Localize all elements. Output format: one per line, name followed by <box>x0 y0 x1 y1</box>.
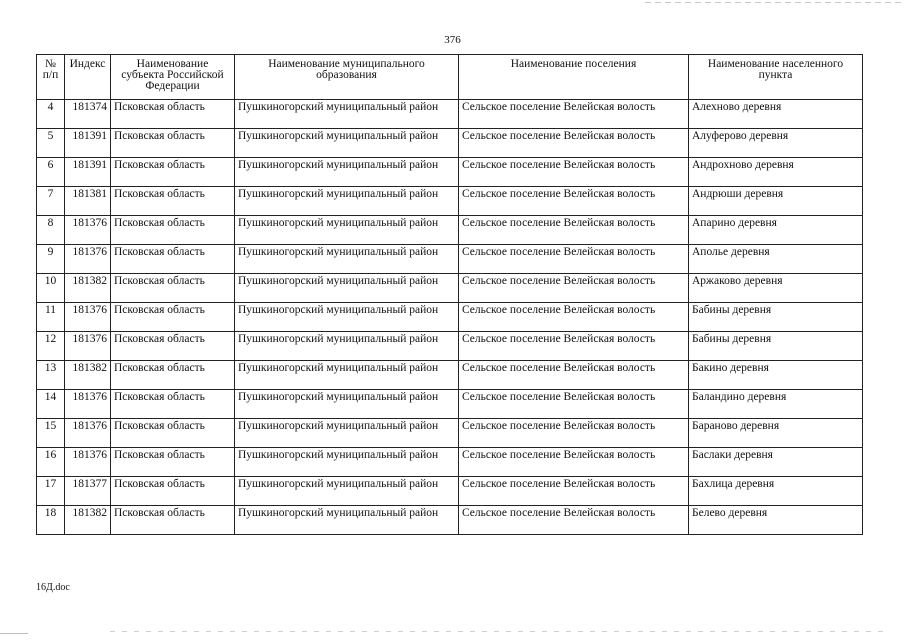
cell-locality: Баландино деревня <box>689 390 863 419</box>
cell-subject: Псковская область <box>111 245 235 274</box>
table-row <box>37 419 863 448</box>
cell-municipality: Пушкиногорский муниципальный район <box>235 419 459 448</box>
cell-settlement: Сельское поселение Велейская волость <box>459 274 689 303</box>
cell-subject: Псковская область <box>111 332 235 361</box>
cell-num: 15 <box>37 419 65 448</box>
cell-municipality: Пушкиногорский муниципальный район <box>235 332 459 361</box>
table-row <box>37 216 863 245</box>
cell-settlement: Сельское поселение Велейская волость <box>459 419 689 448</box>
header-row <box>37 55 863 100</box>
cell-locality: Алехново деревня <box>689 100 863 129</box>
cell-num: 16 <box>37 448 65 477</box>
table-row <box>37 274 863 303</box>
cell-subject: Псковская область <box>111 477 235 506</box>
cell-subject: Псковская область <box>111 274 235 303</box>
cell-municipality: Пушкиногорский муниципальный район <box>235 158 459 187</box>
cell-subject: Псковская область <box>111 506 235 535</box>
table-row <box>37 129 863 158</box>
cell-subject: Псковская область <box>111 390 235 419</box>
cell-index: 181376 <box>65 390 111 419</box>
scan-artifact-bottom <box>110 631 890 632</box>
cell-subject: Псковская область <box>111 158 235 187</box>
cell-settlement: Сельское поселение Велейская волость <box>459 245 689 274</box>
cell-locality: Бакино деревня <box>689 361 863 390</box>
cell-settlement: Сельское поселение Велейская волость <box>459 361 689 390</box>
cell-settlement: Сельское поселение Велейская волость <box>459 100 689 129</box>
table-row <box>37 477 863 506</box>
cell-index: 181376 <box>65 332 111 361</box>
cell-index: 181381 <box>65 187 111 216</box>
cell-index: 181376 <box>65 303 111 332</box>
cell-settlement: Сельское поселение Велейская волость <box>459 506 689 535</box>
cell-locality: Бабины деревня <box>689 303 863 332</box>
cell-locality: Аполье деревня <box>689 245 863 274</box>
cell-municipality: Пушкиногорский муниципальный район <box>235 506 459 535</box>
cell-num: 7 <box>37 187 65 216</box>
registry-table <box>36 54 863 535</box>
table-row <box>37 303 863 332</box>
page-number: 376 <box>444 34 461 46</box>
cell-index: 181377 <box>65 477 111 506</box>
cell-settlement: Сельское поселение Велейская волость <box>459 216 689 245</box>
cell-settlement: Сельское поселение Велейская волость <box>459 390 689 419</box>
cell-locality: Апарино деревня <box>689 216 863 245</box>
table-row <box>37 100 863 129</box>
cell-subject: Псковская область <box>111 448 235 477</box>
cell-municipality: Пушкиногорский муниципальный район <box>235 477 459 506</box>
cell-index: 181376 <box>65 216 111 245</box>
cell-settlement: Сельское поселение Велейская волость <box>459 158 689 187</box>
cell-index: 181376 <box>65 245 111 274</box>
table-row <box>37 332 863 361</box>
cell-locality: Аржаково деревня <box>689 274 863 303</box>
cell-municipality: Пушкиногорский муниципальный район <box>235 100 459 129</box>
header-num: № п/п <box>37 55 65 100</box>
cell-num: 5 <box>37 129 65 158</box>
table-row <box>37 506 863 535</box>
cell-settlement: Сельское поселение Велейская волость <box>459 332 689 361</box>
table-row <box>37 448 863 477</box>
table-row <box>37 245 863 274</box>
cell-subject: Псковская область <box>111 419 235 448</box>
cell-num: 4 <box>37 100 65 129</box>
cell-municipality: Пушкиногорский муниципальный район <box>235 448 459 477</box>
cell-subject: Псковская область <box>111 303 235 332</box>
cell-settlement: Сельское поселение Велейская волость <box>459 187 689 216</box>
cell-settlement: Сельское поселение Велейская волость <box>459 477 689 506</box>
cell-locality: Бабины деревня <box>689 332 863 361</box>
cell-locality: Бараново деревня <box>689 419 863 448</box>
table-body <box>37 100 863 535</box>
cell-num: 18 <box>37 506 65 535</box>
cell-num: 13 <box>37 361 65 390</box>
cell-locality: Андрохново деревня <box>689 158 863 187</box>
cell-subject: Псковская область <box>111 216 235 245</box>
cell-municipality: Пушкиногорский муниципальный район <box>235 187 459 216</box>
cell-subject: Псковская область <box>111 361 235 390</box>
cell-subject: Псковская область <box>111 100 235 129</box>
cell-settlement: Сельское поселение Велейская волость <box>459 448 689 477</box>
cell-num: 9 <box>37 245 65 274</box>
cell-municipality: Пушкиногорский муниципальный район <box>235 274 459 303</box>
cell-locality: Андрюши деревня <box>689 187 863 216</box>
cell-locality: Белево деревня <box>689 506 863 535</box>
cell-municipality: Пушкиногорский муниципальный район <box>235 361 459 390</box>
cell-municipality: Пушкиногорский муниципальный район <box>235 129 459 158</box>
footer-filename: 16Д.doc <box>36 582 70 593</box>
cell-num: 10 <box>37 274 65 303</box>
header-settlement: Наименование поселения <box>459 55 689 100</box>
cell-locality: Бахлица деревня <box>689 477 863 506</box>
cell-index: 181391 <box>65 129 111 158</box>
scan-artifact-top <box>645 2 905 3</box>
header-municipality: Наименование муниципального образования <box>235 55 459 100</box>
header-index: Индекс <box>65 55 111 100</box>
cell-num: 17 <box>37 477 65 506</box>
cell-num: 11 <box>37 303 65 332</box>
cell-num: 14 <box>37 390 65 419</box>
table-row <box>37 187 863 216</box>
header-locality: Наименование населенного пункта <box>689 55 863 100</box>
table-header <box>37 55 863 100</box>
cell-index: 181376 <box>65 448 111 477</box>
cell-num: 12 <box>37 332 65 361</box>
cell-locality: Баслаки деревня <box>689 448 863 477</box>
cell-municipality: Пушкиногорский муниципальный район <box>235 303 459 332</box>
cell-settlement: Сельское поселение Велейская волость <box>459 129 689 158</box>
cell-num: 6 <box>37 158 65 187</box>
cell-municipality: Пушкиногорский муниципальный район <box>235 245 459 274</box>
cell-index: 181391 <box>65 158 111 187</box>
cell-subject: Псковская область <box>111 187 235 216</box>
cell-subject: Псковская область <box>111 129 235 158</box>
cell-locality: Алуферово деревня <box>689 129 863 158</box>
table-row <box>37 390 863 419</box>
scan-artifact-left <box>0 633 28 634</box>
cell-index: 181382 <box>65 506 111 535</box>
cell-municipality: Пушкиногорский муниципальный район <box>235 390 459 419</box>
cell-index: 181376 <box>65 419 111 448</box>
table-row <box>37 361 863 390</box>
cell-num: 8 <box>37 216 65 245</box>
header-subject: Наименование субъекта Российской Федерации <box>111 55 235 100</box>
cell-index: 181382 <box>65 274 111 303</box>
table-row <box>37 158 863 187</box>
cell-municipality: Пушкиногорский муниципальный район <box>235 216 459 245</box>
cell-settlement: Сельское поселение Велейская волость <box>459 303 689 332</box>
cell-index: 181374 <box>65 100 111 129</box>
cell-index: 181382 <box>65 361 111 390</box>
